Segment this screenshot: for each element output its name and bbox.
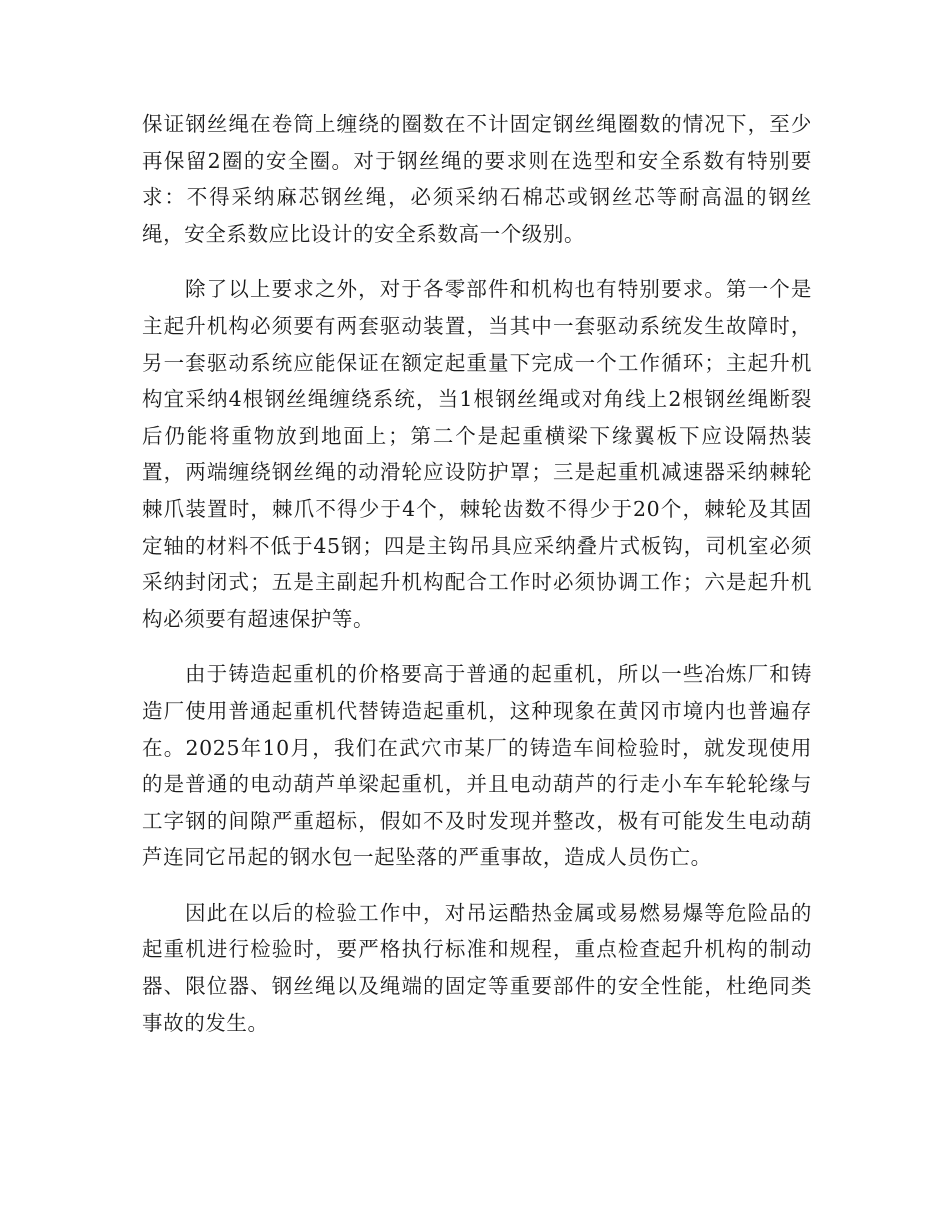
paragraph-component-requirements: 除了以上要求之外，对于各零部件和机构也有特别要求。第一个是主起升机构必须要有两套驱动装置，当其中一套驱动系统发生故障时，另一套驱动系统应能保证在额定起重量下完成一个工作循环；主起升机构宜采纳4根钢丝绳缠绕系统，当1根钢丝绳或对角线上2根钢丝绳断裂后仍能将重物放到地面上；第二个是起重横梁下缘翼板下应设隔热装置，两端缠绕钢丝绳的动滑轮应设防护罩；三是起重机减速器采纳棘轮棘爪装置时，棘爪不得少于4个，棘轮齿数不得少于20个，棘轮及其固定轴的材料不低于45钢；四是主钩吊具应采纳叠片式板钩，司机室必须采纳封闭式；五是主副起升机构配合工作时必须协调工作；六是起升机构必须要有超速保护等。 <box>142 277 812 631</box>
paragraph-case-example: 由于铸造起重机的价格要高于普通的起重机，所以一些冶炼厂和铸造厂使用普通起重机代替铸造起重机，这种现象在黄冈市境内也普遍存在。2025年10月，我们在武穴市某厂的铸造车间检验时，就发现使用的是普通的电动葫芦单梁起重机，并且电动葫芦的行走小车车轮轮缘与工字钢的间隙严重超标，假如不及时发现并整改，极有可能发生电动葫芦连同它吊起的钢水包一起坠落的严重事故，造成人员伤亡。 <box>142 662 812 870</box>
paragraph-conclusion: 因此在以后的检验工作中，对吊运酷热金属或易燃易爆等危险品的起重机进行检验时，要严格执行标准和规程，重点检查起升机构的制动器、限位器、钢丝绳以及绳端的固定等重要部件的安全性能，杜绝同类事故的发生。 <box>142 900 812 1035</box>
document-body <box>142 106 812 1060</box>
paragraph-continued: 保证钢丝绳在卷筒上缠绕的圈数在不计固定钢丝绳圈数的情况下，至少再保留2圈的安全圈。对于钢丝绳的要求则在选型和安全系数有特别要求：不得采纳麻芯钢丝绳，必须采纳石棉芯或钢丝芯等耐高温的钢丝绳，安全系数应比设计的安全系数高一个级别。 <box>142 112 812 246</box>
